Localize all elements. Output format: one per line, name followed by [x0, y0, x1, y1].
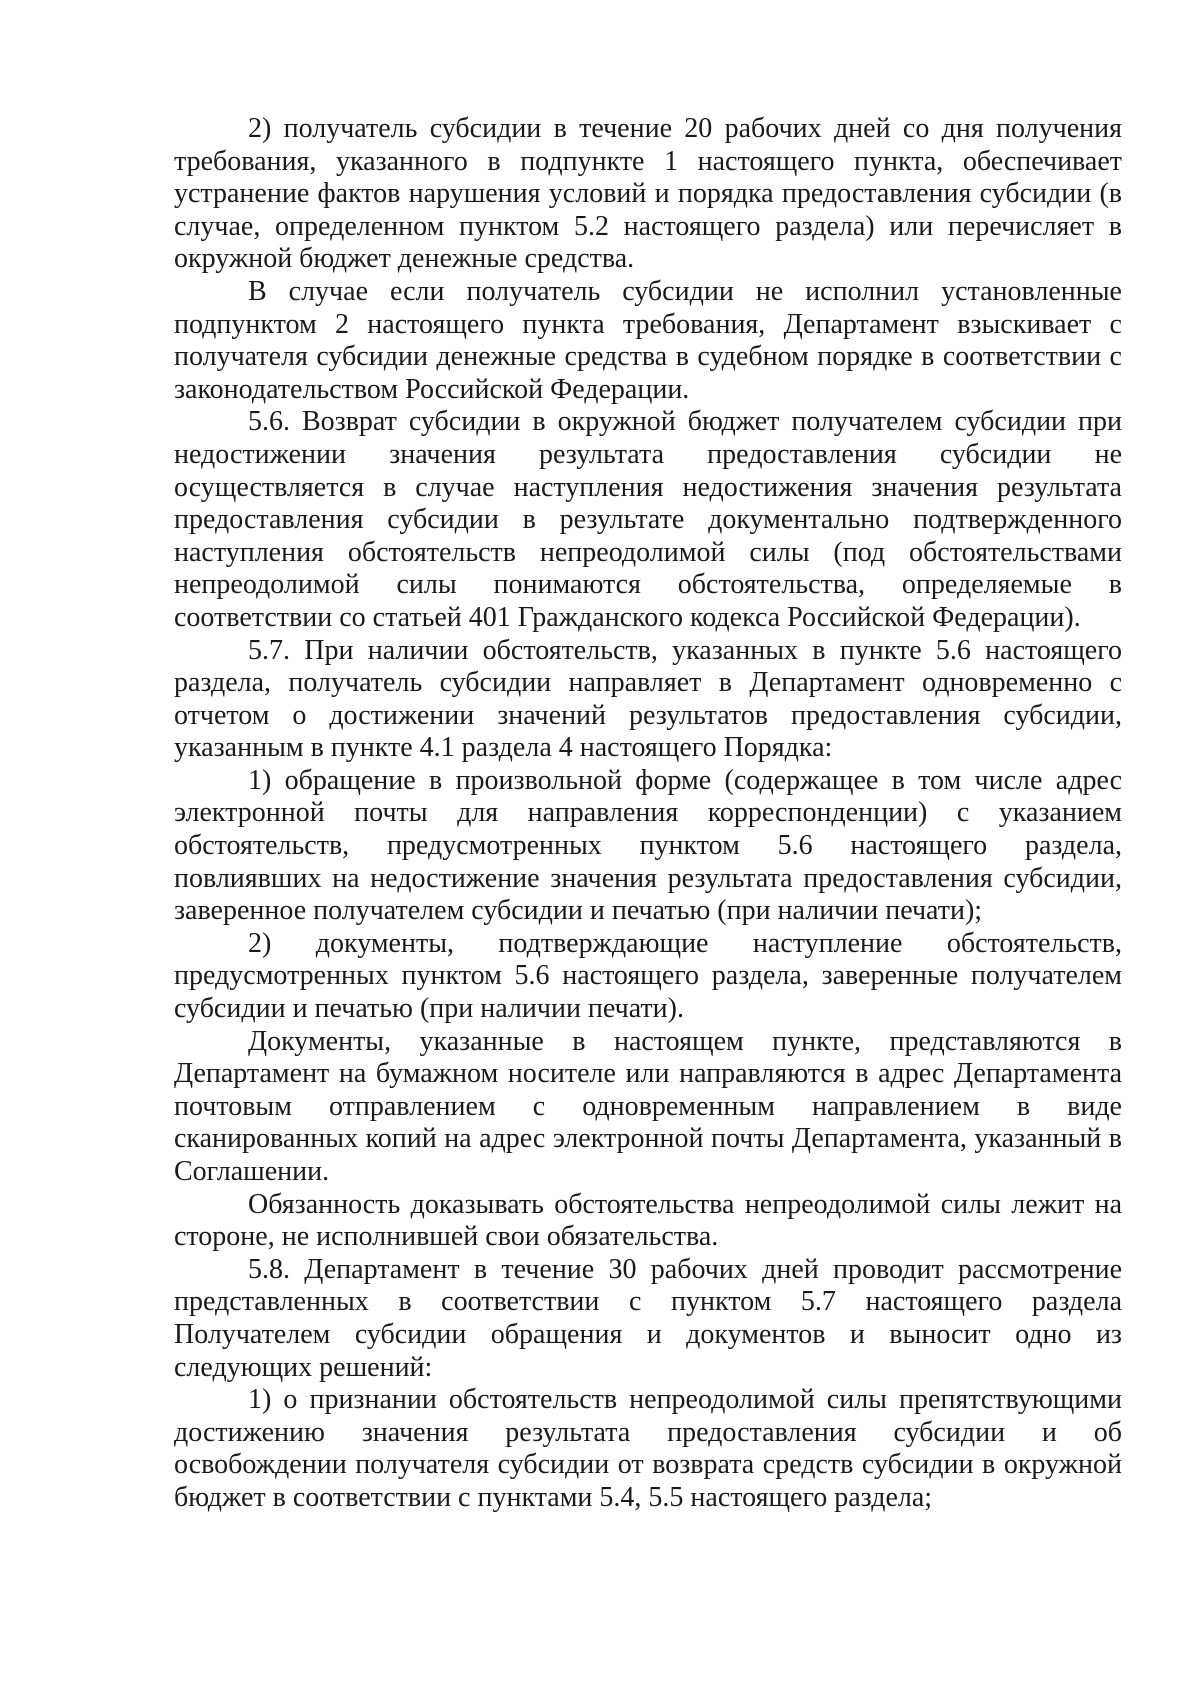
paragraph-5-8: 5.8. Департамент в течение 30 рабочих дней проводит рассмотрение представленных в соответствии с пунктом 5.7 настоящего раздела Получателем субсидии обращения и документов и выносит одно из следующих решений: [174, 1253, 1122, 1383]
paragraph-5-7-item-2: 2) документы, подтверждающие наступление обстоятельств, предусмотренных пунктом 5.6 настоящего раздела, заверенные получателем субсидии и печатью (при наличии печати). [174, 927, 1122, 1025]
paragraph-recipient-obligation: 2) получатель субсидии в течение 20 рабочих дней со дня получения требования, указанного в подпункте 1 настоящего пункта, обеспечивает устранение фактов нарушения условий и порядка предоставления субсидии (в случае, определенном пунктом 5.2 настоящего раздела) или перечисляет в окружной бюджет денежные средства. [174, 113, 1122, 275]
paragraph-documents-submission: Документы, указанные в настоящем пункте, представляются в Департамент на бумажном носителе или направляются в адрес Департамента почтовым отправлением с одновременным направлением в виде сканированных копий на адрес электронной почты Департамента, указанный в Соглашении. [174, 1025, 1122, 1187]
paragraph-court-recovery: В случае если получатель субсидии не исполнил установленные подпунктом 2 настоящего пункта требования, Департамент взыскивает с получателя субсидии денежные средства в судебном порядке в соответствии с законодательством Российской Федерации. [174, 275, 1122, 405]
paragraph-5-7: 5.7. При наличии обстоятельств, указанных в пункте 5.6 настоящего раздела, получатель субсидии направляет в Департамент одновременно с отчетом о достижении значений результатов предоставления субсидии, указанным в пункте 4.1 раздела 4 настоящего Порядка: [174, 634, 1122, 764]
paragraph-5-6: 5.6. Возврат субсидии в окружной бюджет получателем субсидии при недостижении значения результата предоставления субсидии не осуществляется в случае наступления недостижения значения результата предоставления субсидии в результате документально подтвержденного наступления обстоятельств непреодолимой силы (под обстоятельствами непреодолимой силы понимаются обстоятельства, определяемые в соответствии со статьей 401 Гражданского кодекса Российской Федерации). [174, 406, 1122, 633]
paragraph-burden-of-proof: Обязанность доказывать обстоятельства непреодолимой силы лежит на стороне, не исполнившей свои обязательства. [174, 1188, 1122, 1253]
paragraph-5-8-item-1: 1) о признании обстоятельств непреодолимой силы препятствующими достижению значения результата предоставления субсидии и об освобождении получателя субсидии от возврата средств субсидии в окружной бюджет в соответствии с пунктами 5.4, 5.5 настоящего раздела; [174, 1384, 1122, 1513]
document-body [174, 113, 1122, 1515]
paragraph-5-7-item-1: 1) обращение в произвольной форме (содержащее в том числе адрес электронной почты для направления корреспонденции) с указанием обстоятельств, предусмотренных пунктом 5.6 настоящего раздела, повлиявших на недостижение значения результата предоставления субсидии, заверенное получателем субсидии и печатью (при наличии печати); [174, 764, 1122, 927]
